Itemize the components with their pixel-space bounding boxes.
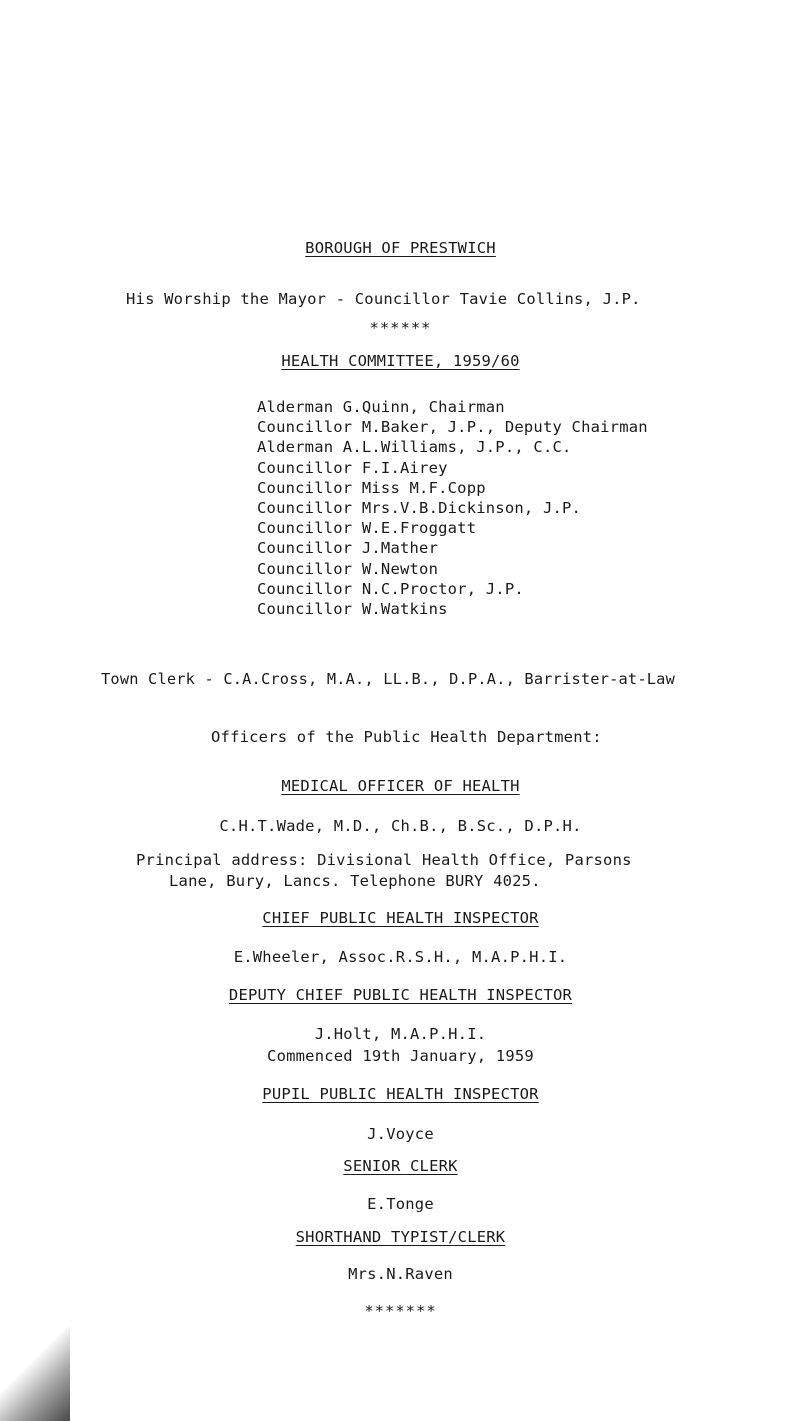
senior-clerk-title: SENIOR CLERK [343, 1157, 458, 1175]
typist-clerk-name: Mrs.N.Raven [348, 1265, 453, 1283]
committee-member: Councillor W.E.Froggatt [257, 519, 477, 538]
committee-member: Councillor J.Mather [257, 539, 439, 558]
committee-member: Alderman G.Quinn, Chairman [257, 398, 505, 416]
scan-edge-shadow [0, 1311, 70, 1421]
committee-member: Councillor Miss M.F.Copp [257, 478, 486, 497]
town-clerk-line: Town Clerk - C.A.Cross, M.A., LL.B., D.P.A., Barrister-at-Law [101, 670, 675, 688]
committee-member-list [257, 397, 648, 619]
committee-member: Councillor W.Newton [257, 559, 439, 578]
moh-address-line-1: Principal address: Divisional Health Office, Parsons [136, 851, 632, 869]
committee-member: Councillor M.Baker, J.P., Deputy Chairman [257, 418, 648, 437]
deputy-chief-phi-title: DEPUTY CHIEF PUBLIC HEALTH INSPECTOR [228, 986, 573, 1004]
moh-address-line-2: Lane, Bury, Lancs. Telephone BURY 4025. [169, 872, 541, 890]
mayor-line: His Worship the Mayor - Councillor Tavie Collins, J.P. [126, 290, 641, 308]
pupil-phi-name: J.Voyce [367, 1125, 434, 1143]
committee-member: Alderman A.L.Williams, J.P., C.C. [257, 438, 572, 457]
committee-member: Councillor F.I.Airey [257, 458, 448, 477]
pupil-phi-title: PUPIL PUBLIC HEALTH INSPECTOR [262, 1085, 539, 1103]
moh-title: MEDICAL OFFICER OF HEALTH [281, 777, 520, 795]
officers-heading: Officers of the Public Health Department: [211, 728, 602, 746]
committee-member: Councillor W.Watkins [257, 599, 448, 618]
health-committee-heading: HEALTH COMMITTEE, 1959/60 [281, 352, 520, 370]
deputy-chief-phi-commenced: Commenced 19th January, 1959 [267, 1047, 534, 1065]
committee-member: Councillor N.C.Proctor, J.P. [257, 579, 524, 598]
senior-clerk-name: E.Tonge [367, 1195, 434, 1213]
stars-separator-top: ****** [369, 319, 432, 337]
borough-heading: BOROUGH OF PRESTWICH [305, 239, 496, 257]
moh-name: C.H.T.Wade, M.D., Ch.B., B.Sc., D.P.H. [219, 817, 582, 835]
chief-phi-title: CHIEF PUBLIC HEALTH INSPECTOR [262, 909, 539, 927]
deputy-chief-phi-name: J.Holt, M.A.P.H.I. [314, 1025, 487, 1043]
committee-member: Councillor Mrs.V.B.Dickinson, J.P. [257, 498, 582, 517]
chief-phi-name: E.Wheeler, Assoc.R.S.H., M.A.P.H.I. [233, 948, 568, 966]
typist-clerk-title: SHORTHAND TYPIST/CLERK [295, 1228, 506, 1246]
stars-separator-bottom: ******* [364, 1302, 437, 1320]
